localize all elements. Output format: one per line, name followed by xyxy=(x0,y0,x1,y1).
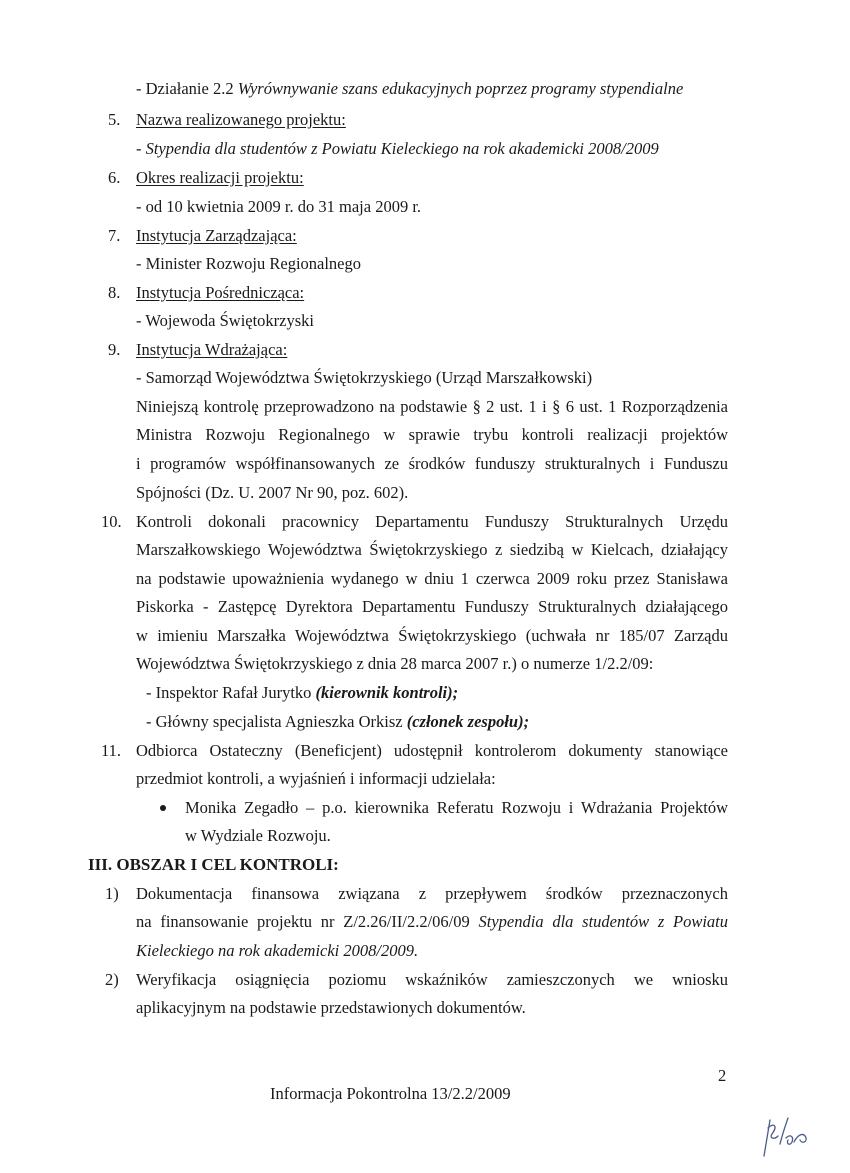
item-7-value: - Minister Rozwoju Regionalnego xyxy=(136,254,362,273)
para9-line: Niniejszą kontrolę przeprowadzono na podstawie § 2 ust. 1 i § 6 ust. 1 Rozporządzenia xyxy=(136,397,728,416)
section-heading: III. OBSZAR I CEL KONTROLI: xyxy=(88,855,339,874)
item-7-heading: Instytucja Zarządzająca: xyxy=(136,226,297,245)
item-9-heading: Instytucja Wdrażająca: xyxy=(136,340,288,359)
para9-line: Ministra Rozwoju Regionalnego w sprawie trybu kontroli realizacji projektów xyxy=(136,425,728,444)
item-11-number: 11. xyxy=(101,741,122,760)
page-number: 2 xyxy=(718,1066,727,1085)
para10-line: Województwa Świętokrzyskiego z dnia 28 marca 2007 r.) o numerze 1/2.2/09: xyxy=(136,654,654,673)
project-title: Stypendia dla studentów z Powiatu xyxy=(478,912,729,931)
para10-line: Marszałkowskiego Województwa Świętokrzyskiego z siedzibą w Kielcach, działający xyxy=(136,540,728,559)
item-8-heading: Instytucja Pośrednicząca: xyxy=(136,283,305,302)
item-10-number: 10. xyxy=(101,512,122,531)
bullet-line: w Wydziale Rozwoju. xyxy=(185,826,331,845)
item-8-value: - Wojewoda Świętokrzyski xyxy=(136,311,315,330)
item-6-value: - od 10 kwietnia 2009 r. do 31 maja 2009 r. xyxy=(136,197,422,216)
para9-line: i programów współfinansowanych ze środków funduszy strukturalnych i Funduszu xyxy=(136,454,728,473)
inspector-name: - Główny specjalista Agnieszka Orkisz xyxy=(146,712,407,731)
item-6-heading: Okres realizacji projektu: xyxy=(136,168,304,187)
sec-item-1-number: 1) xyxy=(105,884,119,903)
sec-item-2-line: Weryfikacja osiągnięcia poziomu wskaźników zamieszczonych we wniosku xyxy=(136,970,728,989)
item-5-value: - Stypendia dla studentów z Powiatu Kieleckiego na rok akademicki 2008/2009 xyxy=(136,139,659,158)
item-8-number: 8. xyxy=(108,283,121,302)
inspector-line xyxy=(146,683,458,703)
project-number: na finansowanie projektu nr Z/2.26/II/2.2/06/09 xyxy=(136,912,479,931)
bullet-line: Monika Zegadło – p.o. kierownika Referatu Rozwoju i Wdrażania Projektów xyxy=(185,798,728,817)
item-9-number: 9. xyxy=(108,340,121,359)
sec-item-1-line: Dokumentacja finansowa związana z przepływem środków przeznaczonych xyxy=(136,884,728,903)
sec-item-1-line xyxy=(136,912,728,932)
para10-line: w imieniu Marszałka Województwa Świętokrzyskiego (uchwała nr 185/07 Zarządu xyxy=(136,626,728,645)
para10-line: Kontroli dokonali pracownicy Departamentu Funduszy Strukturalnych Urzędu xyxy=(136,512,728,531)
para11-line: Odbiorca Ostateczny (Beneficjent) udostępnił kontrolerom dokumenty stanowiące xyxy=(136,741,728,760)
inspector-name: - Inspektor Rafał Jurytko xyxy=(146,683,316,702)
item-5-number: 5. xyxy=(108,110,121,129)
item-7-number: 7. xyxy=(108,226,121,245)
bullet-icon xyxy=(160,805,166,811)
inspector-line xyxy=(146,712,529,732)
sec-item-1-line: Kieleckiego na rok akademicki 2008/2009. xyxy=(136,941,419,960)
action-title: Wyrównywanie szans edukacyjnych poprzez programy stypendialne xyxy=(237,79,684,98)
footer-text: Informacja Pokontrolna 13/2.2/2009 xyxy=(270,1084,511,1103)
sec-item-2-line: aplikacyjnym na podstawie przedstawionych dokumentów. xyxy=(136,998,526,1017)
item-6-number: 6. xyxy=(108,168,121,187)
para10-line: na podstawie upoważnienia wydanego w dniu 1 czerwca 2009 roku przez Stanisława xyxy=(136,569,728,588)
para11-line: przedmiot kontroli, a wyjaśnień i informacji udzielała: xyxy=(136,769,496,788)
inspector-role: (członek zespołu); xyxy=(406,712,530,731)
handwritten-initials-signature xyxy=(756,1114,816,1160)
action-line xyxy=(136,79,683,99)
sec-item-2-number: 2) xyxy=(105,970,119,989)
action-label: - Działanie 2.2 xyxy=(136,79,238,98)
para10-line: Piskorka - Zastępcę Dyrektora Departamentu Funduszy Strukturalnych działającego xyxy=(136,597,728,616)
para9-line: Spójności (Dz. U. 2007 Nr 90, poz. 602). xyxy=(136,483,409,502)
item-9-value: - Samorząd Województwa Świętokrzyskiego (Urząd Marszałkowski) xyxy=(136,368,593,387)
inspector-role: (kierownik kontroli); xyxy=(315,683,459,702)
item-5-heading: Nazwa realizowanego projektu: xyxy=(136,110,346,129)
